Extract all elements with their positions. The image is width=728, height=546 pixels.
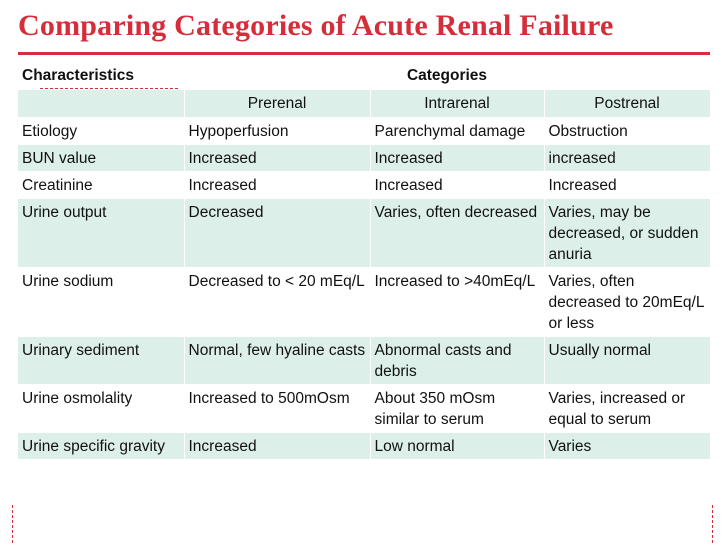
- table-subheader-row: [18, 90, 710, 118]
- dashed-edge-left: [12, 505, 13, 543]
- postrenal-cell: Varies, increased or equal to serum: [544, 385, 710, 433]
- table-row: [18, 118, 710, 145]
- row-label: Urine osmolality: [18, 385, 184, 433]
- row-label: Creatinine: [18, 172, 184, 199]
- table-row: [18, 268, 710, 337]
- postrenal-cell: Obstruction: [544, 118, 710, 145]
- subheader-empty: [18, 90, 184, 118]
- prerenal-cell: Decreased to < 20 mEq/L: [184, 268, 370, 337]
- header-categories: Categories: [184, 62, 710, 90]
- intrarenal-cell: Parenchymal damage: [370, 118, 544, 145]
- intrarenal-cell: Increased: [370, 145, 544, 172]
- prerenal-cell: Increased: [184, 145, 370, 172]
- subheader-prerenal: Prerenal: [184, 90, 370, 118]
- slide-title: Comparing Categories of Acute Renal Failure: [18, 9, 614, 42]
- prerenal-cell: Increased: [184, 433, 370, 460]
- prerenal-cell: Normal, few hyaline casts: [184, 337, 370, 385]
- dashed-edge-right: [712, 505, 713, 543]
- table-row: [18, 433, 710, 460]
- intrarenal-cell: About 350 mOsm similar to serum: [370, 385, 544, 433]
- intrarenal-cell: Low normal: [370, 433, 544, 460]
- intrarenal-cell: Abnormal casts and debris: [370, 337, 544, 385]
- title-underline: [18, 52, 710, 55]
- table-row: [18, 172, 710, 199]
- intrarenal-cell: Varies, often decreased: [370, 199, 544, 268]
- row-label: Urine specific gravity: [18, 433, 184, 460]
- row-label: Etiology: [18, 118, 184, 145]
- table-header-row: [18, 62, 710, 90]
- postrenal-cell: Varies, may be decreased, or sudden anuria: [544, 199, 710, 268]
- table-row: [18, 337, 710, 385]
- row-label: Urine output: [18, 199, 184, 268]
- postrenal-cell: Increased: [544, 172, 710, 199]
- postrenal-cell: Varies, often decreased to 20mEq/L or less: [544, 268, 710, 337]
- subheader-intrarenal: Intrarenal: [370, 90, 544, 118]
- header-characteristics: Characteristics: [18, 62, 184, 90]
- postrenal-cell: Varies: [544, 433, 710, 460]
- row-label: BUN value: [18, 145, 184, 172]
- table-row: [18, 199, 710, 268]
- row-label: Urinary sediment: [18, 337, 184, 385]
- prerenal-cell: Decreased: [184, 199, 370, 268]
- table-row: [18, 145, 710, 172]
- subheader-postrenal: Postrenal: [544, 90, 710, 118]
- intrarenal-cell: Increased to >40mEq/L: [370, 268, 544, 337]
- comparison-table: [18, 62, 711, 460]
- prerenal-cell: Increased to 500mOsm: [184, 385, 370, 433]
- table-row: [18, 385, 710, 433]
- prerenal-cell: Hypoperfusion: [184, 118, 370, 145]
- prerenal-cell: Increased: [184, 172, 370, 199]
- postrenal-cell: increased: [544, 145, 710, 172]
- row-label: Urine sodium: [18, 268, 184, 337]
- postrenal-cell: Usually normal: [544, 337, 710, 385]
- intrarenal-cell: Increased: [370, 172, 544, 199]
- dashed-divider: [40, 88, 178, 89]
